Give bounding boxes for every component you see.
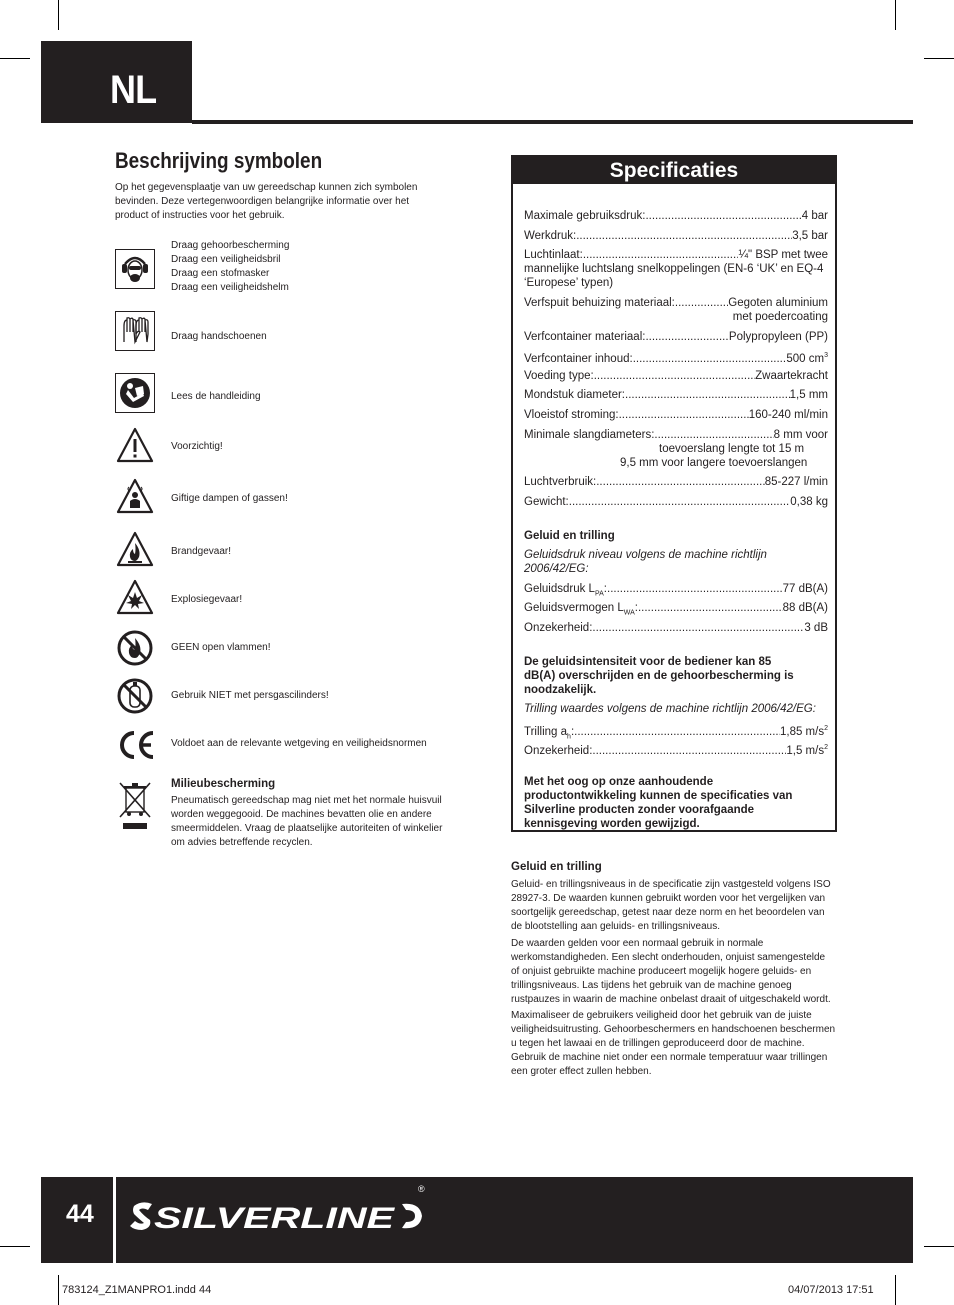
toxic-label: Giftige dampen of gassen! xyxy=(171,493,288,504)
spec-row xyxy=(524,229,828,243)
hearing-warning: De geluidsintensiteit voor de bediener kan 85 dB(A) overschrijden en de gehoorbescherming is noodzakelijk. xyxy=(524,656,794,696)
crop-mark xyxy=(895,1275,896,1305)
spec-value: 160-240 ml/min xyxy=(748,409,828,421)
ppe-label-1: Draag gehoorbescherming xyxy=(171,240,290,251)
spec-label: Geluidsvermogen L xyxy=(524,602,624,614)
brand-wordmark: SILVERLINE xyxy=(154,1202,396,1235)
header-rule xyxy=(192,120,913,124)
noise-section-title: Geluid en trilling xyxy=(511,861,602,873)
spec-row xyxy=(524,621,828,635)
spec-value: 8 mm voor xyxy=(773,429,828,441)
spec-row xyxy=(524,248,828,262)
toxic-gas-icon xyxy=(115,477,155,517)
spec-row xyxy=(524,349,828,366)
warning-icon xyxy=(115,426,155,466)
vibration-note: Trilling waardes volgens de machine richtlijn 2006/42/EG: xyxy=(524,703,816,715)
registered-mark: ® xyxy=(418,1184,425,1194)
fire-hazard-icon xyxy=(115,530,155,570)
spec-value: 1,5 mm xyxy=(789,389,828,401)
noise-vibration-subtitle: Geluid en trilling xyxy=(524,530,615,542)
spec-value: 1,5 m/s xyxy=(786,744,825,757)
spec-row xyxy=(524,582,828,601)
spec-row xyxy=(524,601,828,620)
spec-label: Onzekerheid: xyxy=(524,622,593,634)
no-open-flames-icon xyxy=(115,628,155,668)
spec-label: Luchtverbruik: xyxy=(524,476,597,488)
no-flames-label: GEEN open vlammen! xyxy=(171,642,271,653)
fire-label: Brandgevaar! xyxy=(171,546,232,557)
ce-mark-icon xyxy=(115,725,155,765)
spec-label: Verfcontainer materiaal: xyxy=(524,331,646,343)
spec-value: Gegoten aluminium xyxy=(728,297,828,309)
spec-row xyxy=(524,495,828,509)
noise-paragraph-1: Geluid- en trillingsniveaus in de specificatie zijn vastgesteld volgens ISO 28927-3. De waarden kunnen gebruikt worden voor het vergelijken van soortgelijk gereedschap, getest naar deze norm en het beoordelen van de blootstelling aan geluids- en trillingsniveaus. xyxy=(511,879,831,932)
spec-label: Minimale slangdiameters: xyxy=(524,429,655,441)
spec-colon: : xyxy=(603,583,607,595)
caution-label: Voorzichtig! xyxy=(171,441,223,452)
explosion-icon xyxy=(115,578,155,618)
spec-label: Mondstuk diameter: xyxy=(524,389,625,401)
spec-subscript: h xyxy=(567,733,571,741)
spec-value: 500 cm xyxy=(786,352,825,365)
spec-continuation: mannelijke luchtslang snelkoppelingen (EN-6 ‘UK’ en EQ-4 ‘Europese’ typen) xyxy=(524,263,824,289)
spec-row xyxy=(524,209,828,223)
read-manual-icon xyxy=(115,373,155,413)
spec-value: 85-227 l/min xyxy=(764,476,828,488)
spec-value: ¼" BSP met twee xyxy=(738,249,828,261)
crop-mark xyxy=(58,0,59,30)
spec-row xyxy=(524,408,828,422)
spec-label: Trilling a xyxy=(524,725,568,738)
spec-continuation: toevoerslang lengte tot 15 m xyxy=(659,443,805,455)
symbols-intro: Op het gegevensplaatje van uw gereedschap kunnen zich symbolen bevinden. Deze vertegenwoordigen belangrijke informatie over het product of instructies voor het gebruik. xyxy=(115,182,418,221)
ce-label: Voldoet aan de relevante wetgeving en veiligheidsnormen xyxy=(171,738,427,749)
spec-superscript: 2 xyxy=(824,744,828,751)
spec-row xyxy=(524,475,828,489)
spec-row xyxy=(524,330,828,344)
spec-value: 77 dB(A) xyxy=(782,583,828,595)
spec-label: Maximale gebruiksdruk: xyxy=(524,210,646,222)
spec-value: Polypropyleen (PP) xyxy=(728,331,828,343)
spec-row xyxy=(524,369,828,383)
spec-label: Geluidsdruk L xyxy=(524,583,595,595)
ppe-label-3: Draag een stofmasker xyxy=(171,268,270,279)
spec-row xyxy=(524,388,828,402)
spec-row xyxy=(524,741,828,758)
no-gas-cylinder-icon xyxy=(115,676,155,716)
print-slug-file: 783124_Z1MANPRO1.indd 44 xyxy=(62,1284,212,1296)
spec-label: Voeding type: xyxy=(524,370,594,382)
spec-value: Zwaartekracht xyxy=(755,370,828,382)
spec-superscript: 2 xyxy=(824,725,828,732)
footer-divider xyxy=(113,1177,116,1263)
noise-paragraph-3: Maximaliseer de gebruikers veiligheid door het gebruik van de juiste veiligheidsuitrusting. Gehoorbeschermers en handschoenen beschermen u tegen het lawaai en de trillingen geproduceerd door de machine. Gebruik de machine niet onder een normale temperatuur waar trillingen een groter effect zullen hebben. xyxy=(511,1010,836,1077)
language-label: NL xyxy=(110,68,157,112)
crop-mark xyxy=(924,58,954,59)
spec-label: Luchtinlaat: xyxy=(524,249,583,261)
spec-label: Verfspuit behuizing materiaal: xyxy=(524,297,675,309)
silverline-logo xyxy=(130,1196,430,1236)
crop-mark xyxy=(0,58,30,59)
spec-row xyxy=(524,296,828,310)
spec-disclaimer: Met het oog op onze aanhoudende productontwikkeling kunnen de specificaties van Silverline producten zonder voorafgaande kennisgeving worden gewijzigd. xyxy=(524,776,793,830)
spec-value: 1,85 m/s xyxy=(779,725,825,738)
crop-mark xyxy=(924,1246,954,1247)
page-number: 44 xyxy=(66,1200,94,1228)
environment-title: Milieubescherming xyxy=(171,778,276,790)
gloves-label: Draag handschoenen xyxy=(171,331,267,342)
spec-value: 4 bar xyxy=(801,210,828,222)
spec-subscript: PA xyxy=(594,590,604,598)
spec-row xyxy=(524,428,828,442)
spec-colon: : xyxy=(570,725,575,738)
environment-text: Pneumatisch gereedschap mag niet met het normale huisvuil worden weggegooid. De machines bevatten olie en andere smeermiddelen. Vraag de plaatselijke autoriteiten of winkelier om advies betreffende recyclen. xyxy=(171,795,443,848)
gloves-icon xyxy=(115,311,155,351)
specifications-title: Specificaties xyxy=(609,159,739,182)
crop-mark xyxy=(895,0,896,30)
spec-label: Werkdruk: xyxy=(524,230,577,242)
spec-superscript: 3 xyxy=(824,352,828,359)
spec-value: 3 dB xyxy=(804,622,828,634)
ppe-label-2: Draag een veiligheidsbril xyxy=(171,254,281,265)
spec-continuation: met poedercoating xyxy=(732,311,828,323)
no-cylinders-label: Gebruik NIET met persgascilinders! xyxy=(171,690,329,701)
ppe-icon xyxy=(115,249,155,289)
spec-value: 3,5 bar xyxy=(792,230,828,242)
symbols-heading: Beschrijving symbolen xyxy=(115,148,323,173)
noise-paragraph-2: De waarden gelden voor een normaal gebruik in normale werkomstandigheden. Een slecht onderhouden, onjuist samengestelde of onjuist gebruikte machine produceert mogelijk hogere geluids- en trillingsniveaus. Las tijdens het gebruik van de machine genoeg rustpauzes in waarin de machine onbelast draait of uitgeschakeld wordt. xyxy=(511,938,831,1005)
spec-label: Verfcontainer inhoud: xyxy=(524,352,633,365)
spec-label: Onzekerheid: xyxy=(524,744,593,757)
spec-label: Vloeistof stroming: xyxy=(524,409,619,421)
specifications-header xyxy=(513,157,835,184)
spec-colon: : xyxy=(634,602,638,614)
ppe-label-4: Draag een veiligheidshelm xyxy=(171,282,289,293)
crop-mark xyxy=(58,1275,59,1305)
read-manual-label: Lees de handleiding xyxy=(171,391,261,402)
spec-value: 88 dB(A) xyxy=(782,602,828,614)
spec-value: 0,38 kg xyxy=(790,496,828,508)
spec-subscript: WA xyxy=(623,609,635,617)
print-slug-date: 04/07/2013 17:51 xyxy=(788,1284,874,1296)
spec-label: Gewicht: xyxy=(524,496,569,508)
explosion-label: Explosiegevaar! xyxy=(171,594,243,605)
crop-mark xyxy=(0,1246,30,1247)
spec-continuation: 9,5 mm voor langere toevoerslangen xyxy=(620,457,808,469)
weee-bin-icon xyxy=(115,780,155,832)
sound-pressure-note: Geluidsdruk niveau volgens de machine richtlijn 2006/42/EG: xyxy=(524,549,767,575)
